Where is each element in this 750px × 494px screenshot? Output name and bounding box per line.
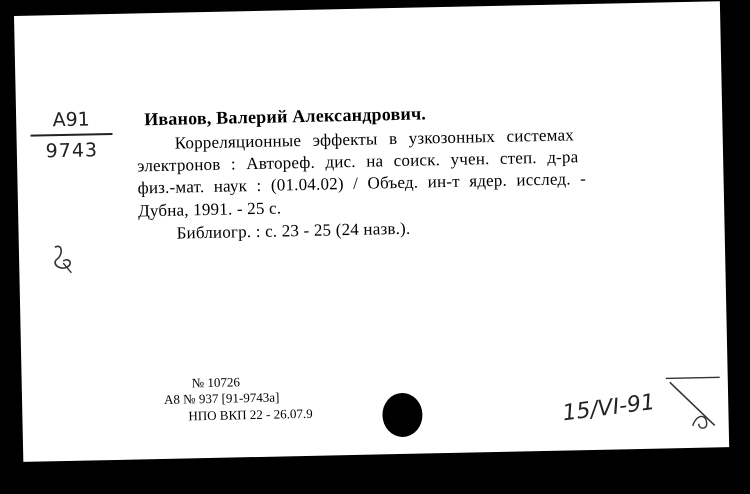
imprint-line: Дубна, 1991. - 25 с.: [137, 198, 282, 221]
bibliography-note: Библиогр. : с. 23 - 25 (24 назв.).: [176, 218, 411, 243]
catalog-card: [14, 1, 729, 462]
handwritten-mark-icon: [49, 241, 80, 276]
handwritten-slash-mark-icon: [662, 373, 727, 434]
ink-blot: [382, 393, 423, 438]
shelfmark-top: A91: [52, 108, 91, 132]
inventory-number: А8 № 937 [91-9743а]: [163, 389, 280, 407]
title-line-3: физ.-мат. наук : (01.04.02) / Объед. ин-т ядер. исслед. -: [137, 169, 587, 198]
author-heading: Иванов, Валерий Александрович.: [143, 103, 427, 130]
handwritten-date: 15/VI-91: [561, 389, 657, 427]
shelfmark: [30, 110, 113, 162]
processing-stamp: НПО ВКП 22 - 26.07.9: [188, 405, 313, 424]
shelfmark-bottom: 9743: [45, 139, 99, 163]
accession-number: № 10726: [191, 374, 241, 391]
title-line-1: Корреляционные эффекты в узкозонных системах: [174, 125, 575, 153]
title-line-2: электронов : Автореф. дис. на соиск. учен. степ. д-ра: [136, 147, 579, 176]
shelfmark-divider: [30, 133, 112, 137]
